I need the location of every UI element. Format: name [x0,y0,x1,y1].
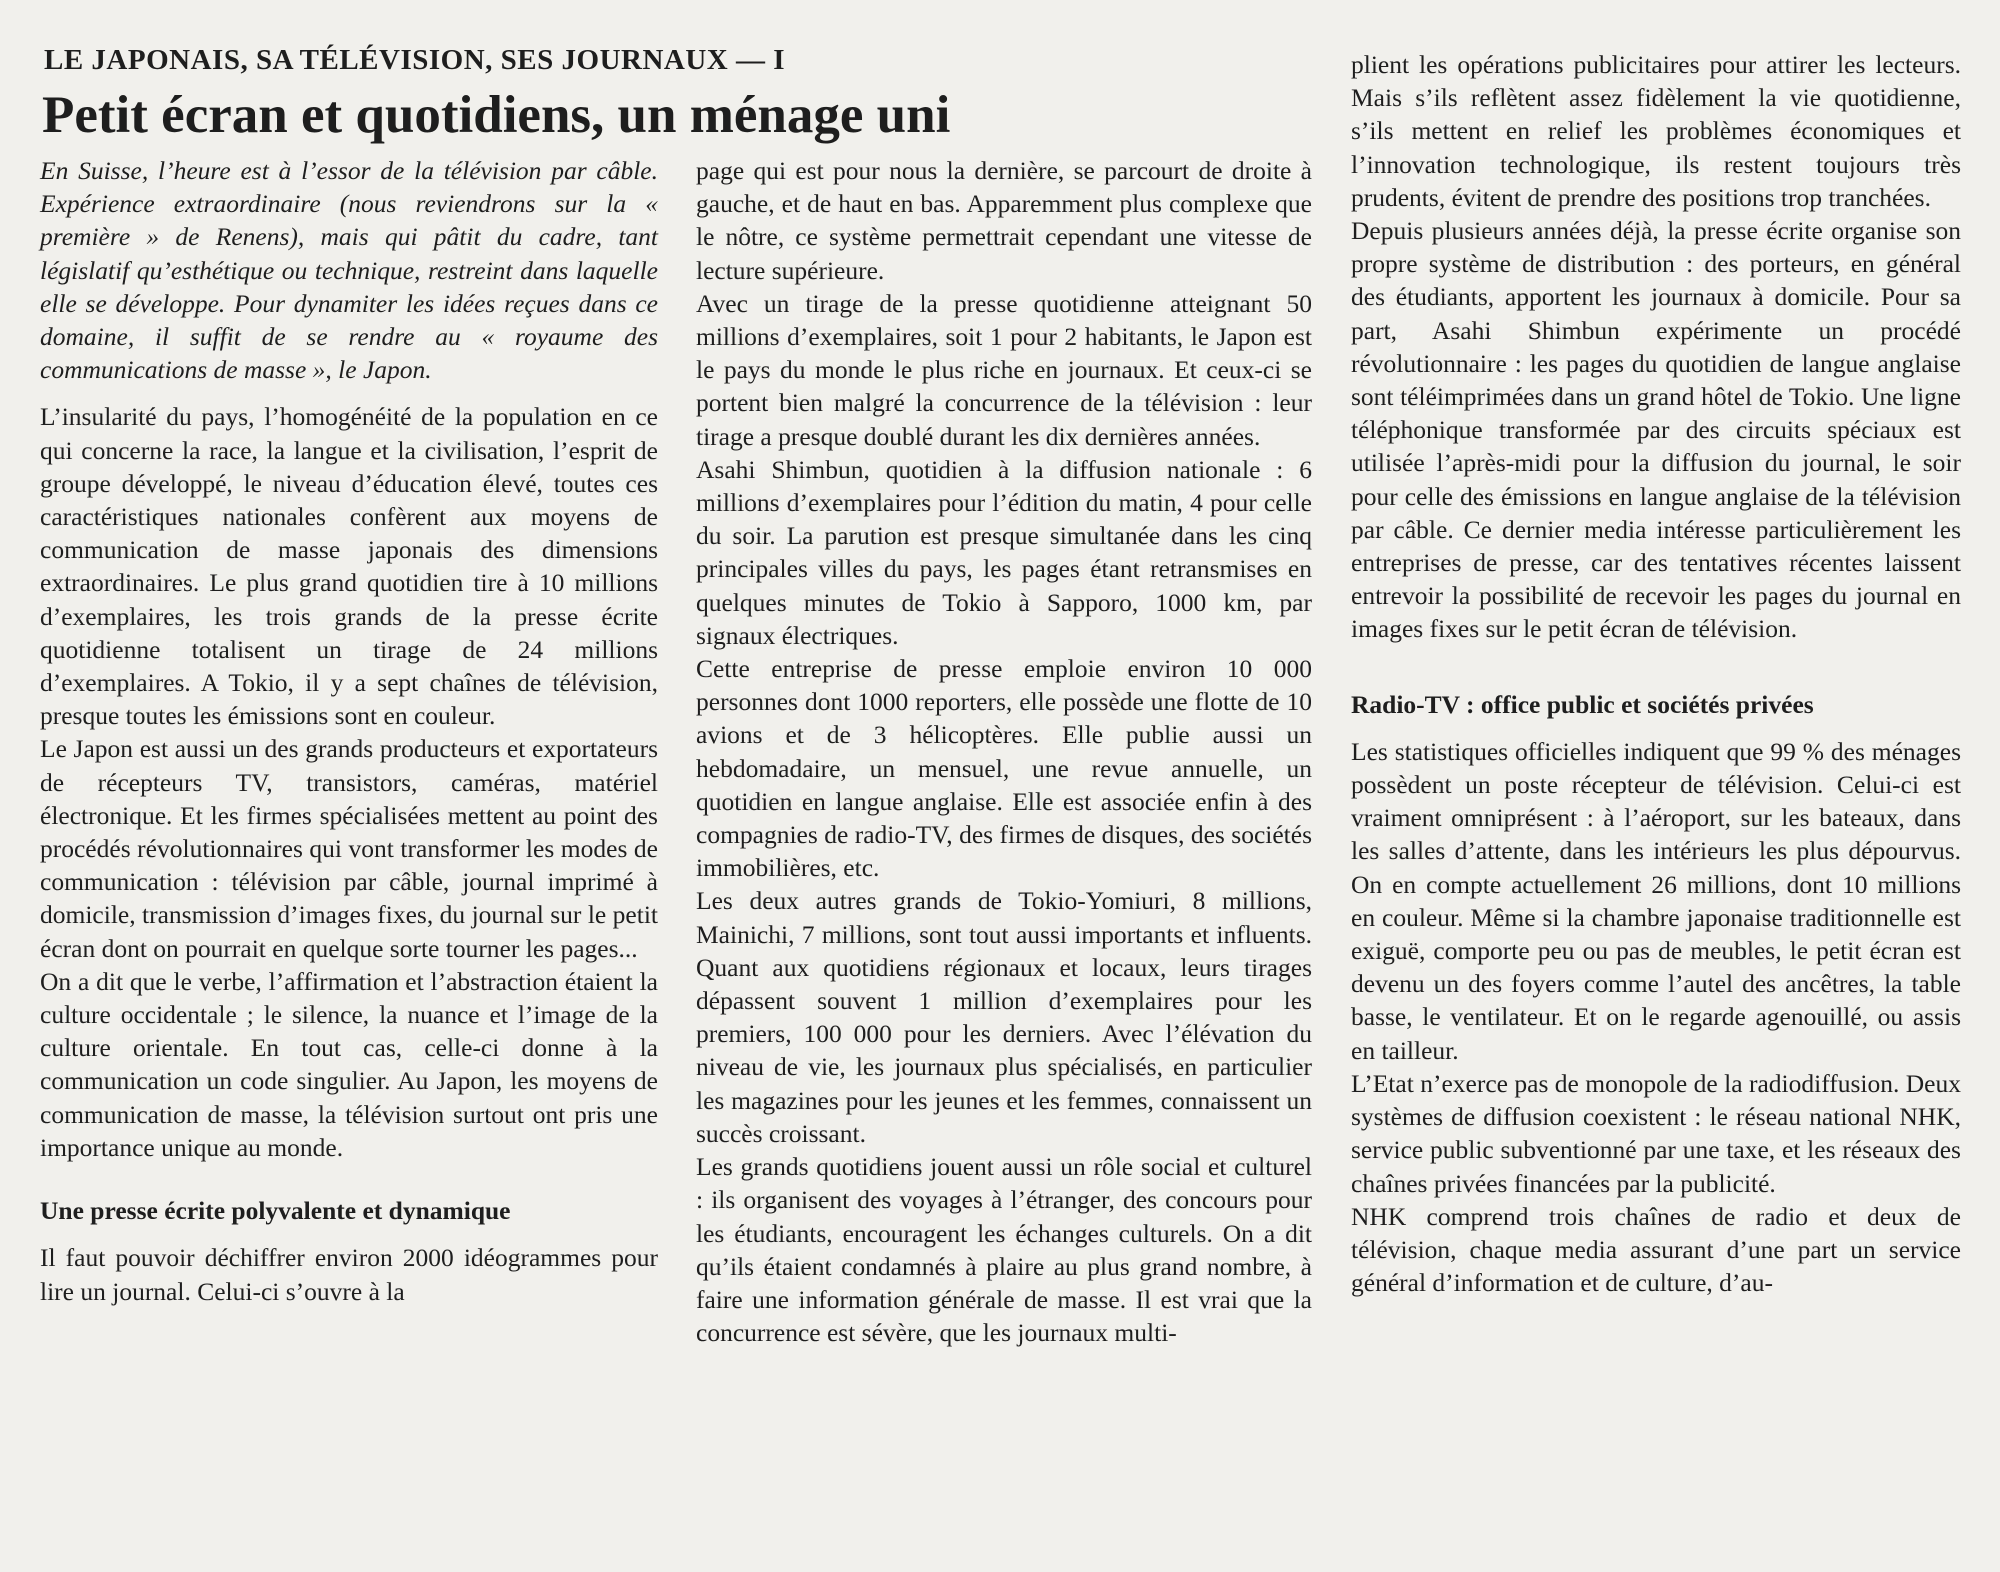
body-paragraph: Cette entreprise de presse emploie environ 10 000 personnes dont 1000 reporters, elle possède une flotte de 10 avions et de 3 hélicoptères. Elle publie aussi un hebdomadaire, un mensuel, une revue annuelle, un quotidien en langue anglaise. Elle est associée enfin à des compagnies de radio-TV, des firmes de disques, des sociétés immobilières, etc. [696,654,1312,883]
section-heading-press: Une presse écrite polyvalente et dynamique [40,1196,511,1226]
body-paragraph: Les grands quotidiens jouent aussi un rôle social et culturel : ils organisent des voyages à l’étranger, des concours pour les étudiants, encouragent les échanges culturels. On a dit qu’ils étaient condamnés à plaire au plus grand nombre, à faire une information générale de masse. Il est vrai que la concurrence est sévère, que les journaux multi- [696,1152,1312,1348]
body-paragraph: plient les opérations publicitaires pour attirer les lecteurs. Mais s’ils reflètent assez fidèlement la vie quotidienne, s’ils mettent en relief les problèmes économiques et l’innovation technologique, ils restent toujours très prudents, évitent de prendre des positions trop tranchées. [1351,50,1961,212]
body-paragraph: Les statistiques officielles indiquent que 99 % des ménages possèdent un poste récepteur de télévision. Celui-ci est vraiment omniprésent : à l’aéroport, sur les bateaux, dans les salles d’attente, dans les intérieurs les plus dépourvus. On en compte actuellement 26 millions, dont 10 millions en couleur. Même si la chambre japonaise traditionnelle est exiguë, comporte peu ou pas de meubles, le petit écran est devenu un des foyers comme l’autel des ancêtres, la table basse, le ventilateur. Et on le regarde agenouillé, ou assis en tailleur. [1351,736,1961,1065]
body-paragraph: Avec un tirage de la presse quotidienne atteignant 50 millions d’exemplaires, soit 1 pour 2 habitants, le Japon est le pays du monde le plus riche en journaux. Et ceux-ci se portent bien malgré la concurrence de la télévision : leur tirage a presque doublé durant les dix dernières années. [696,288,1312,451]
section-heading-radio-tv: Radio-TV : office public et sociétés privées [1351,689,1814,719]
body-paragraph: NHK comprend trois chaînes de radio et deux de télévision, chaque media assurant d’une part un service général d’information et de culture, d’au- [1351,1201,1961,1298]
body-paragraph: On a dit que le verbe, l’affirmation et l’abstraction étaient la culture occidentale ; le silence, la nuance et l’image de la culture orientale. En tout cas, celle-ci donne à la communication un code singulier. Au Japon, les moyens de communication de masse, la télévision surtout ont pris une importance unique au monde. [40,966,658,1162]
article-headline: Petit écran et quotidiens, un ménage uni [42,86,951,144]
body-paragraph: Asahi Shimbun, quotidien à la diffusion nationale : 6 millions d’exemplaires pour l’édition du matin, 4 pour celle du soir. La parution est presque simultanée dans les cinq principales villes du pays, les pages étant retransmises en quelques minutes de Tokio à Sapporo, 1000 km, par signaux électriques. [696,454,1312,650]
body-paragraph: L’insularité du pays, l’homogénéité de la population en ce qui concerne la race, la langue et la civilisation, l’esprit de groupe développé, le niveau d’éducation élevé, toutes ces caractéristiques nationales confèrent aux moyens de communication de masse japonais des dimensions extraordinaires. Le plus grand quotidien tire à 10 millions d’exemplaires, les trois grands de la presse écrite quotidienne totalisent un tirage de 24 millions d’exemplaires. A Tokio, il y a sept chaînes de télévision, presque toutes les émissions sont en couleur. [40,402,658,731]
body-paragraph: Le Japon est aussi un des grands producteurs et exportateurs de récepteurs TV, transistors, caméras, matériel électronique. Et les firmes spécialisées mettent au point des procédés révolutionnaires qui vont transformer les modes de communication : télévision par câble, journal imprimé à domicile, transmission d’images fixes, du journal sur le petit écran dont on pourrait en quelque sorte tourner les pages... [40,734,658,963]
article-kicker: LE JAPONAIS, SA TÉLÉVISION, SES JOURNAUX — I [44,44,786,76]
body-paragraph: Il faut pouvoir déchiffrer environ 2000 idéogrammes pour lire un journal. Celui-ci s’ouvre à la [40,1243,658,1306]
body-paragraph: L’Etat n’exerce pas de monopole de la radiodiffusion. Deux systèmes de diffusion coexistent : le réseau national NHK, service public subventionné par une taxe, et les réseaux des chaînes privées financées par la publicité. [1351,1068,1961,1198]
body-paragraph: Les deux autres grands de Tokio-Yomiuri, 8 millions, Mainichi, 7 millions, sont tout aussi importants et influents. Quant aux quotidiens régionaux et locaux, leurs tirages dépassent souvent 1 million d’exemplaires pour les premiers, 100 000 pour les derniers. Avec l’élévation du niveau de vie, les journaux plus spécialisés, en particulier les magazines pour les jeunes et les femmes, connaissent un succès croissant. [696,886,1312,1148]
column-3 [1351,48,1961,1299]
body-paragraph: page qui est pour nous la dernière, se parcourt de droite à gauche, et de haut en bas. Apparemment plus complexe que le nôtre, ce système permettrait cependant une vitesse de lecture supérieure. [696,156,1312,285]
body-paragraph: Depuis plusieurs années déjà, la presse écrite organise son propre système de distribution : des porteurs, en général des étudiants, apportent les journaux à domicile. Pour sa part, Asahi Shimbun expérimente un procédé révolutionnaire : les pages du quotidien de langue anglaise sont téléimprimées dans un grand hôtel de Tokio. Une ligne téléphonique transformée par des circuits spéciaux est utilisée l’après-midi pour la diffusion du journal, le soir pour celle des émissions en langue anglaise de la télévision par câble. Ce dernier media intéresse particulièrement les entreprises de presse, car des tentatives récentes laissent entrevoir la possibilité de recevoir les pages du journal en images fixes sur le petit écran de télévision. [1351,216,1961,644]
column-1 [40,154,658,1308]
article-lede: En Suisse, l’heure est à l’essor de la télévision par câble. Expérience extraordinaire (nous reviendrons sur la « première » de Renens), mais qui pâtit du cadre, tant législatif qu’esthétique ou technique, restreint dans laquelle elle se développe. Pour dynamiter les idées reçues dans ce domaine, il suffit de se rendre au « royaume des communications de masse », le Japon. [40,156,658,385]
column-2 [696,154,1312,1349]
